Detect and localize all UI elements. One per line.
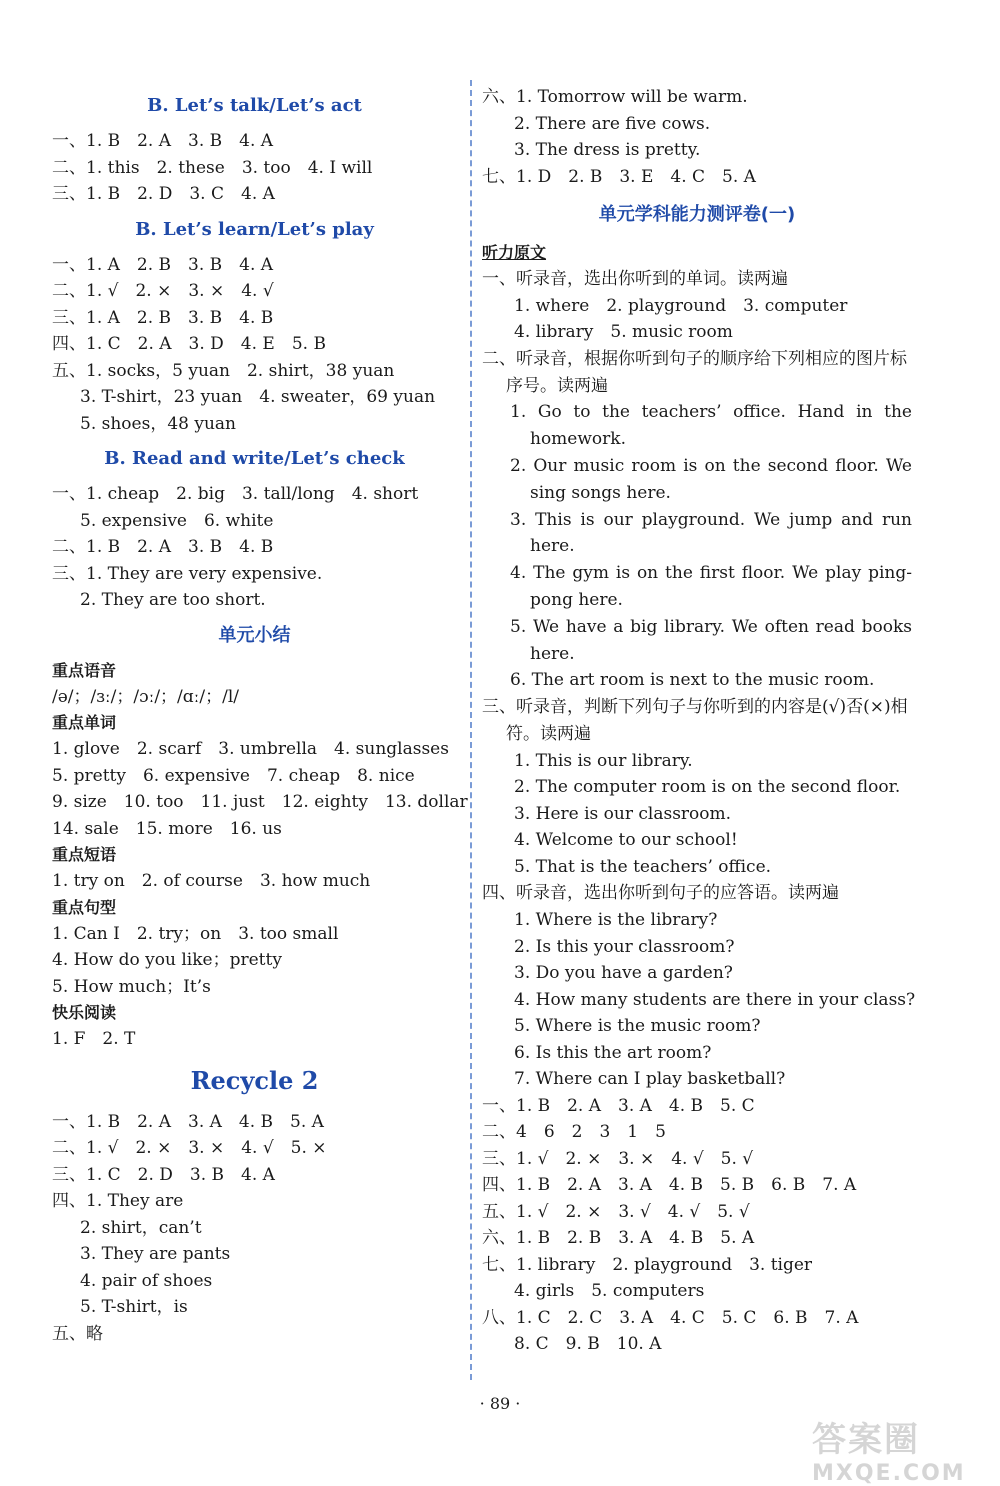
section-title-unit-test: 单元学科能力测评卷(一) [598,204,796,225]
section-title-talk-act: B. Let’s talk/Let’s act [147,95,362,116]
right-column [482,84,916,1358]
answer-line: 三、1. C 2. D 3. B 4. A [52,1164,275,1185]
subheading-phonics: 重点语音 [52,660,117,680]
column-divider [470,80,472,1380]
watermark-logo [812,1412,992,1486]
watermark-top: 答案圈 [812,1420,920,1460]
section-title-read-write: B. Read and write/Let’s check [104,448,405,469]
script-line: 5. That is the teachers’ office. [514,856,772,877]
answer-line: 3. T-shirt，23 yuan 4. sweater，69 yuan [80,387,436,407]
answer-line: 三、1. √ 2. × 3. × 4. √ 5. √ [482,1148,754,1169]
words-line: 14. sale 15. more 16. us [52,818,282,839]
answer-line: 六、1. Tomorrow will be warm. [482,87,748,107]
answer-line: 8. C 9. B 10. A [514,1334,662,1355]
subheading-words: 重点单词 [52,713,117,732]
answer-line: 八、1. C 2. C 3. A 4. C 5. C 6. B 7. A [482,1307,859,1328]
script-line: 4. library 5. music room [514,322,733,343]
section-title-summary: 单元小结 [218,624,291,646]
answer-line: 五、1. √ 2. × 3. √ 4. √ 5. √ [482,1201,750,1222]
script-line: 5. Where is the music room? [514,1016,761,1037]
answer-line: 五、略 [52,1323,103,1344]
script-line: 7. Where can I play basketball? [514,1069,786,1090]
answer-line: 四、1. C 2. A 3. D 4. E 5. B [52,334,326,354]
answer-line: 5. shoes，48 yuan [80,413,236,434]
answer-line: 三、1. They are very expensive. [52,563,323,584]
left-column [52,84,468,1347]
answer-line: 六、1. B 2. B 3. A 4. B 5. A [482,1228,755,1249]
words-line: 5. pretty 6. expensive 7. cheap 8. nice [52,765,415,786]
script-line: 3. This is our playground. We jump and run here. [510,509,912,557]
script-line: 3. Here is our classroom. [514,803,732,824]
answer-line: 二、1. this 2. these 3. too 4. I will [52,157,373,178]
script-line: 1. where 2. playground 3. computer [514,295,848,316]
subheading-phrases: 重点短语 [52,845,117,864]
answer-line: 4. girls 5. computers [514,1281,705,1302]
sentences-line: 4. How do you like；pretty [52,950,282,970]
answer-line: 四、1. They are [52,1191,184,1211]
answer-line: 一、1. A 2. B 3. B 4. A [52,254,274,275]
words-line: 1. glove 2. scarf 3. umbrella 4. sunglasses [52,739,449,759]
phonics-line: /ə/；/ɜː/；/ɔː/；/ɑː/；/l/ [52,686,240,707]
script-line: 1. This is our library. [514,750,693,771]
answer-line: 二、1. B 2. A 3. B 4. B [52,537,274,557]
answer-line: 七、1. library 2. playground 3. tiger [482,1254,813,1275]
answer-line: 2. There are five cows. [514,113,711,134]
script-line: 1. Where is the library? [514,910,718,931]
answer-line: 一、1. B 2. A 3. A 4. B 5. C [482,1095,755,1116]
answer-line: 四、1. B 2. A 3. A 4. B 5. B 6. B 7. A [482,1175,857,1196]
reading-line: 1. F 2. T [52,1029,136,1049]
sentences-line: 1. Can I 2. try；on 3. too small [52,923,339,944]
answer-line: 3. The dress is pretty. [514,140,701,160]
answer-line: 二、1. √ 2. × 3. × 4. √ 5. × [52,1138,327,1158]
answer-line: 一、1. B 2. A 3. B 4. A [52,131,274,151]
script-line: 3. Do you have a garden? [514,963,733,984]
answer-line: 2. They are too short. [80,590,266,610]
question-stem: 一、听录音，选出你听到的单词。读两遍 [482,269,788,289]
answer-line: 三、1. B 2. D 3. C 4. A [52,184,275,204]
sentences-line: 5. How much；It’s [52,976,211,997]
script-line: 4. The gym is on the first floor. We play ping-pong here. [510,563,912,610]
answer-line: 一、1. cheap 2. big 3. tall/long 4. short [52,484,419,504]
script-line: 1. Go to the teachers’ office. Hand in the homework. [510,402,912,450]
section-title-recycle: Recycle 2 [190,1065,319,1095]
answer-line: 4. pair of shoes [80,1270,213,1291]
script-line: 6. The art room is next to the music room. [510,670,875,691]
question-stem: 二、听录音，根据你听到句子的顺序给下列相应的图片标序号。读两遍 [482,348,907,396]
answer-line: 二、4 6 2 3 1 5 [482,1122,666,1143]
answer-line: 二、1. √ 2. × 3. × 4. √ [52,281,274,301]
answer-line: 2. shirt，can’t [80,1217,202,1238]
script-line: 4. Welcome to our school! [514,830,738,851]
script-line: 2. The computer room is on the second floor. [514,777,901,798]
phrases-line: 1. try on 2. of course 3. how much [52,871,371,891]
answer-line: 五、1. socks，5 yuan 2. shirt，38 yuan [52,360,395,381]
subheading-reading: 快乐阅读 [52,1003,117,1022]
answer-line: 三、1. A 2. B 3. B 4. B [52,307,274,328]
answer-line: 3. They are pants [80,1244,231,1264]
subheading-sentences: 重点句型 [52,897,117,917]
page-number: · 89 · [479,1394,521,1413]
script-line: 4. How many students are there in your class? [514,989,916,1010]
answer-line: 5. T-shirt，is [80,1297,188,1317]
question-stem: 四、听录音，选出你听到句子的应答语。读两遍 [482,883,839,904]
answer-line: 七、1. D 2. B 3. E 4. C 5. A [482,166,756,187]
script-line: 5. We have a big library. We often read books here. [510,616,912,664]
answer-line: 5. expensive 6. white [80,510,274,531]
subheading-listening-script: 听力原文 [482,243,547,262]
script-line: 2. Our music room is on the second floor. We sing songs here. [510,455,912,503]
watermark-bottom: MXQE.COM [812,1461,966,1486]
script-line: 2. Is this your classroom? [514,936,735,957]
question-stem: 三、听录音，判断下列句子与你听到的内容是(√)否(×)相符。读两遍 [482,697,908,744]
section-title-learn-play: B. Let’s learn/Let’s play [135,218,374,240]
answer-line: 一、1. B 2. A 3. A 4. B 5. A [52,1111,324,1132]
words-line: 9. size 10. too 11. just 12. eighty 13. dollar [52,792,468,812]
script-line: 6. Is this the art room? [514,1042,712,1063]
